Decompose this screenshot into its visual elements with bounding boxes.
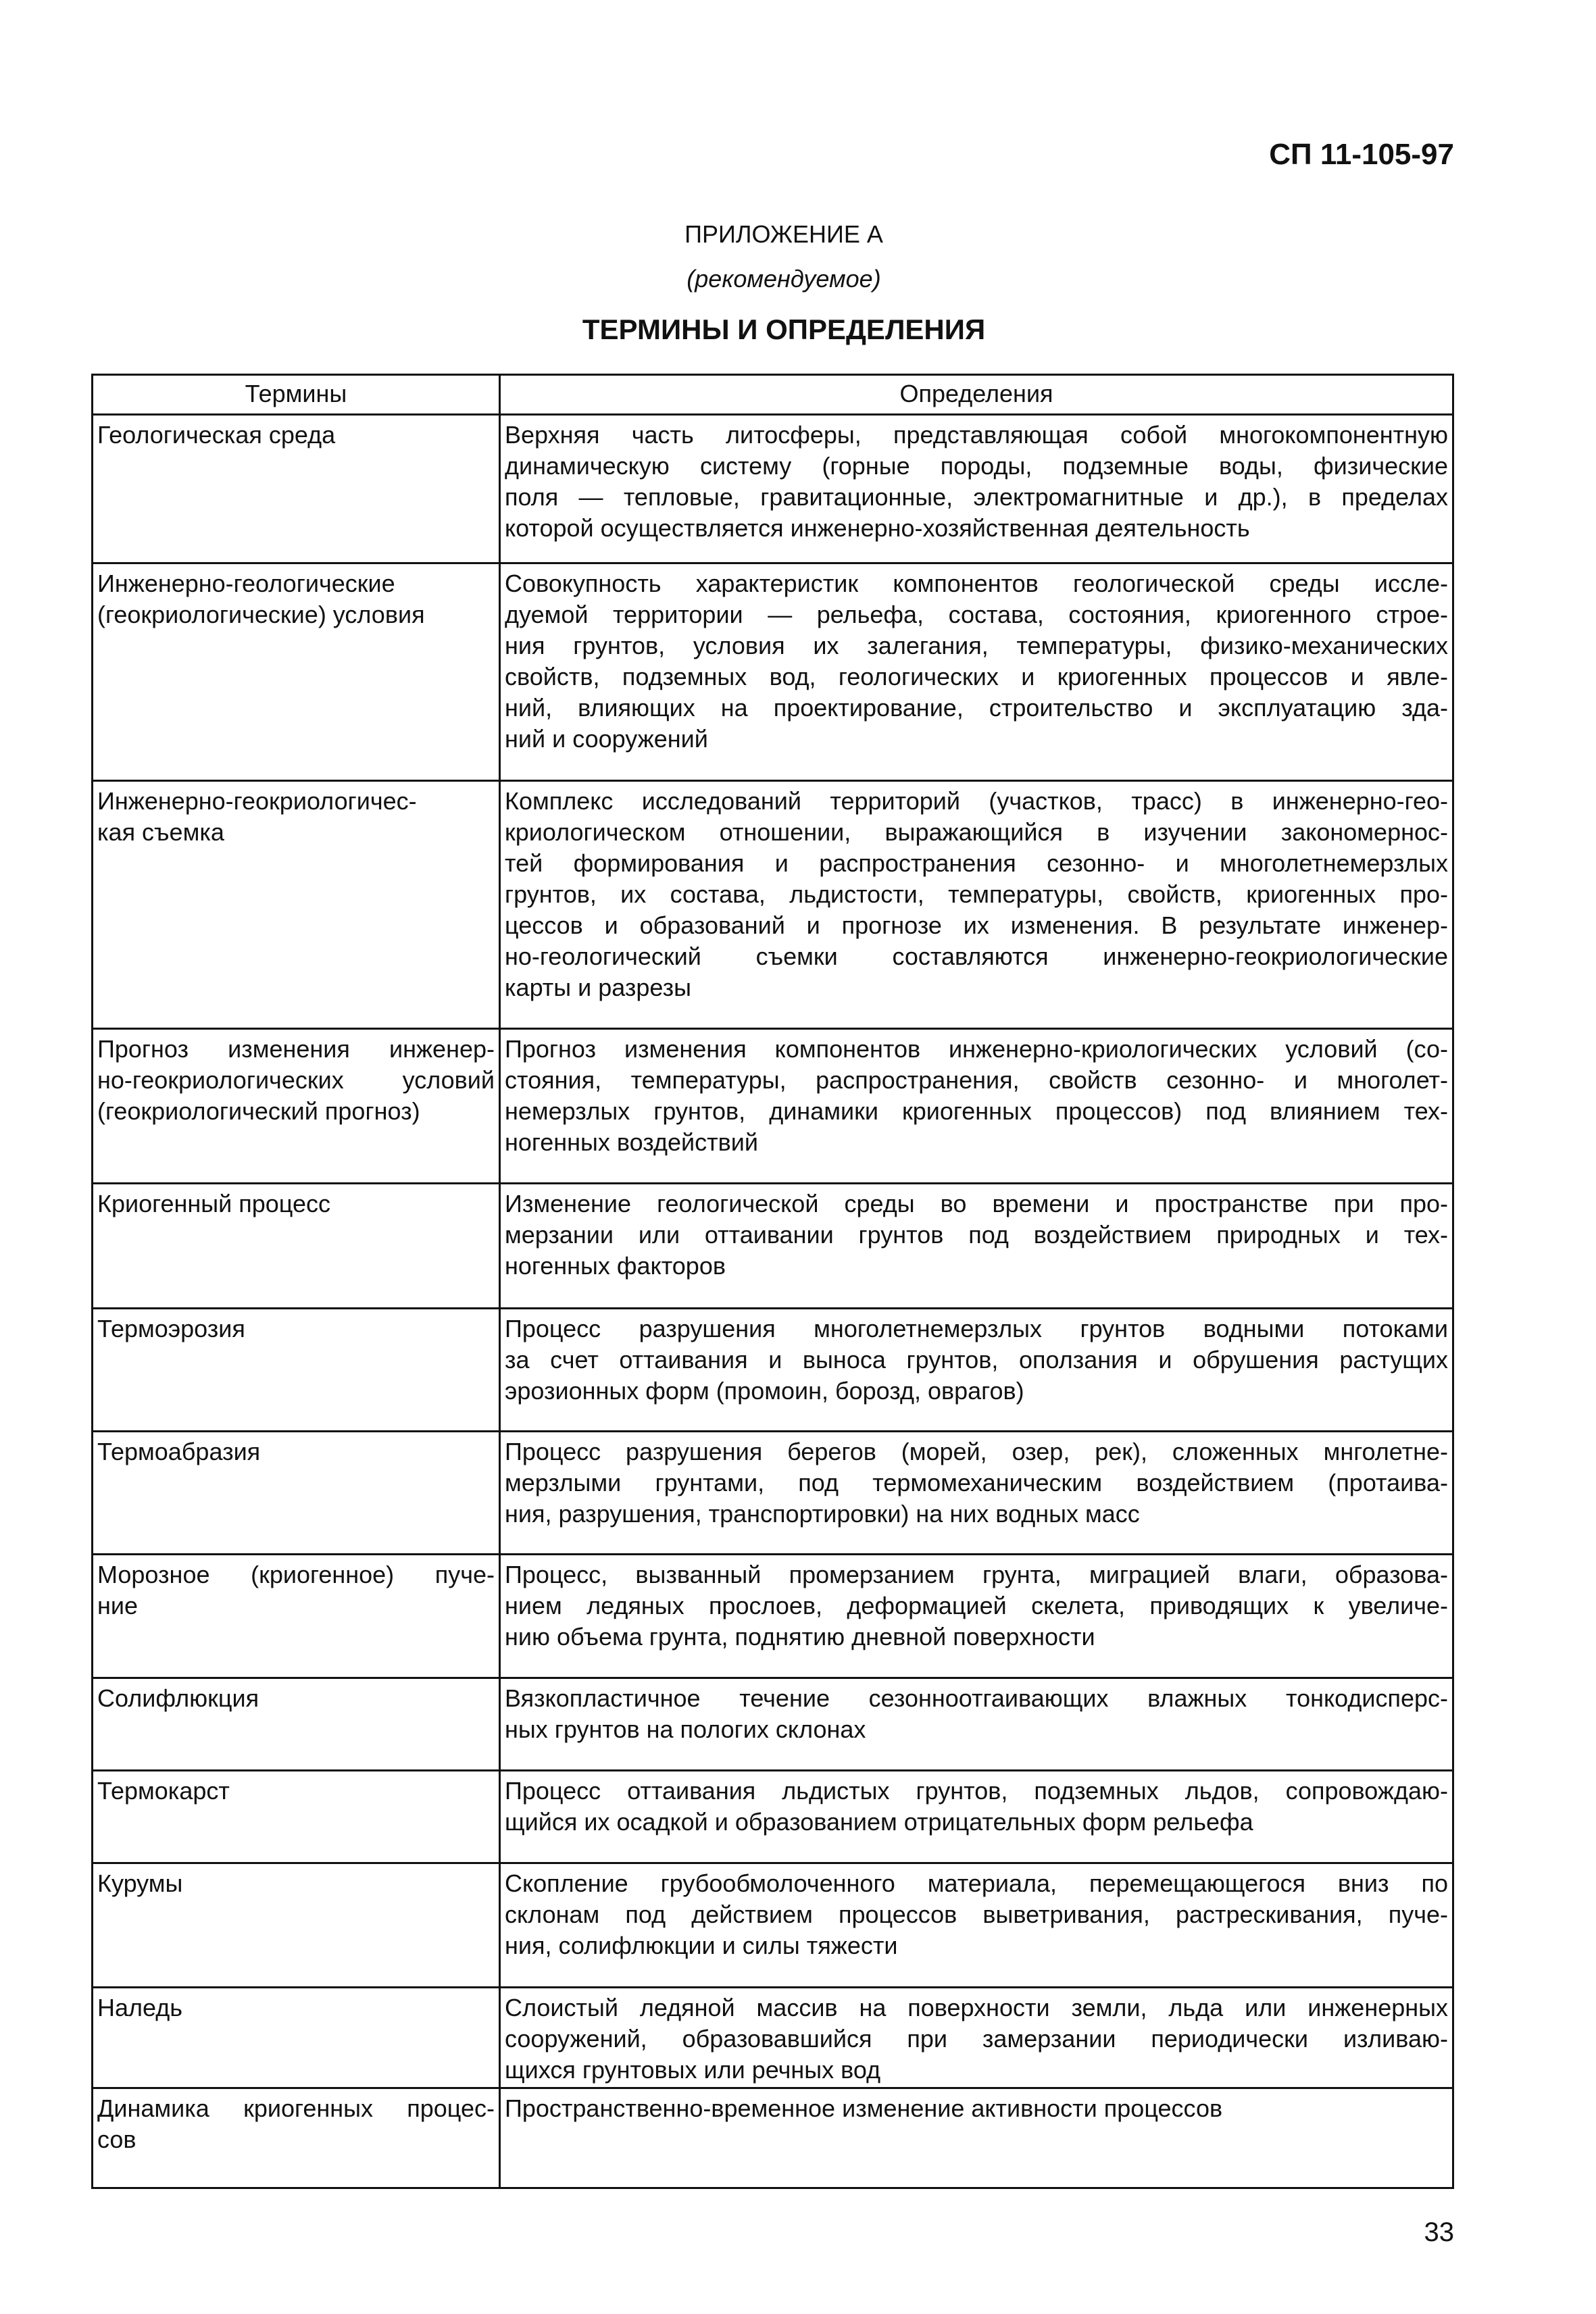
definition-cell (500, 781, 1453, 1029)
definition-line: тей формирования и распространения сезонно- и многолетнемерзлых (505, 849, 1448, 877)
definition-cell (500, 1432, 1453, 1555)
term-line: Термоабразия (97, 1438, 261, 1465)
definition-line: ных грунтов на пологих склонах (505, 1715, 866, 1743)
table-row (93, 1432, 1453, 1555)
definition-line: динамическую систему (горные породы, подземные воды, физические (505, 452, 1448, 480)
table-row (93, 1771, 1453, 1863)
definition-line: Процесс разрушения многолетнемерзлых грунтов водными потоками (505, 1315, 1448, 1342)
definition-line: Комплекс исследований территорий (участков, трасс) в инженерно-гео- (505, 787, 1448, 815)
definition-line: эрозионных форм (промоин, борозд, оврагов) (505, 1377, 1024, 1405)
definition-line: ния, солифлюкции и силы тяжести (505, 1932, 898, 1959)
term-line: Курумы (97, 1869, 183, 1897)
definition-line: цессов и образований и прогнозе их изменения. В результате инженер- (505, 911, 1448, 939)
table-row (93, 2088, 1453, 2188)
term-cell (93, 1309, 500, 1432)
definition-cell (500, 1309, 1453, 1432)
definition-line: Процесс оттаивания льдистых грунтов, подземных льдов, сопровождаю- (505, 1777, 1448, 1805)
term-line: (геокриологический прогноз) (97, 1097, 420, 1125)
definition-line: Слоистый ледяной массив на поверхности земли, льда или инженерных (505, 1994, 1448, 2021)
term-line: (геокриологические) условия (97, 601, 425, 628)
definition-line: ний и сооружений (505, 725, 708, 753)
definition-line: нием ледяных прослоев, деформацией скелета, приводящих к увеличе- (505, 1592, 1448, 1619)
term-cell (93, 1678, 500, 1771)
definition-line: Скопление грубообмолоченного материала, перемещающегося вниз по (505, 1869, 1448, 1897)
term-cell (93, 1184, 500, 1309)
definition-line: ногенных факторов (505, 1252, 726, 1280)
term-line: сов (97, 2126, 136, 2153)
appendix-label: ПРИЛОЖЕНИЕ А (684, 220, 883, 248)
definition-line: за счет оттаивания и выноса грунтов, оползания и обрушения растущих (505, 1346, 1448, 1374)
term-line: Инженерно-геологические (97, 570, 395, 597)
table-row (93, 781, 1453, 1029)
definition-cell (500, 415, 1453, 563)
term-line: Солифлюкция (97, 1684, 259, 1712)
term-cell (93, 563, 500, 781)
definition-line: грунтов, их состава, льдистости, температуры, свойств, криогенных про- (505, 880, 1448, 908)
term-cell (93, 1432, 500, 1555)
definition-line: склонам под действием процессов выветривания, растрескивания, пуче- (505, 1901, 1448, 1928)
definition-line: ния, разрушения, транспортировки) на них водных масс (505, 1500, 1140, 1528)
definition-line: дуемой территории — рельефа, состава, состояния, криогенного строе- (505, 601, 1448, 628)
definition-line: Прогноз изменения компонентов инженерно-криологических условий (со- (505, 1035, 1448, 1063)
definition-line: криологическом отношении, выражающийся в изучении закономернос- (505, 818, 1448, 846)
definition-line: но-геологический съемки составляются инженерно-геокриологические (505, 942, 1448, 970)
definition-cell (500, 1988, 1453, 2088)
page-number: 33 (1424, 2217, 1454, 2247)
definition-cell (500, 563, 1453, 781)
column-header-definitions: Определения (500, 375, 1453, 415)
term-cell (93, 2088, 500, 2188)
section-title: ТЕРМИНЫ И ОПРЕДЕЛЕНИЯ (582, 313, 986, 345)
table-header-row (93, 375, 1453, 415)
definition-line: ния грунтов, условия их залегания, температуры, физико-механических (505, 632, 1448, 659)
term-line: Геологическая среда (97, 421, 336, 449)
term-line: Криогенный процесс (97, 1190, 331, 1217)
definition-cell (500, 1678, 1453, 1771)
definition-line: Совокупность характеристик компонентов геологической среды иссле- (505, 570, 1448, 597)
term-line: Морозное (криогенное) пуче- (97, 1561, 495, 1588)
definition-line: стояния, температуры, распространения, свойств сезонно- и многолет- (505, 1066, 1448, 1094)
term-line: ние (97, 1592, 139, 1619)
table-row (93, 1184, 1453, 1309)
term-cell (93, 415, 500, 563)
definition-line: свойств, подземных вод, геологических и криогенных процессов и явле- (505, 663, 1448, 690)
definition-line: нию объема грунта, поднятию дневной поверхности (505, 1623, 1095, 1651)
term-cell (93, 1555, 500, 1678)
column-header-terms: Термины (93, 375, 500, 415)
definition-cell (500, 1555, 1453, 1678)
table-row (93, 1029, 1453, 1184)
definition-line: мерзлыми грунтами, под термомеханическим воздействием (протаива- (505, 1469, 1448, 1496)
definition-line: поля — тепловые, гравитационные, электромагнитные и др.), в пределах (505, 483, 1448, 511)
term-cell (93, 1029, 500, 1184)
definition-line: Изменение геологической среды во времени и пространстве при про- (505, 1190, 1448, 1217)
definition-line: карты и разрезы (505, 974, 692, 1001)
definition-line: ний, влияющих на проектирование, строительство и эксплуатацию зда- (505, 694, 1448, 722)
definition-line: сооружений, образовавшийся при замерзании периодически изливаю- (505, 2025, 1448, 2053)
definition-cell (500, 2088, 1453, 2188)
term-line: но-геокриологических условий (97, 1066, 495, 1094)
document-code: СП 11-105-97 (1269, 138, 1454, 171)
definition-line: щихся грунтовых или речных вод (505, 2056, 881, 2084)
definition-cell (500, 1029, 1453, 1184)
term-cell (93, 1863, 500, 1988)
table-row (93, 1678, 1453, 1771)
term-cell (93, 1771, 500, 1863)
definition-line: которой осуществляется инженерно-хозяйственная деятельность (505, 514, 1250, 542)
term-cell (93, 781, 500, 1029)
term-line: Наледь (97, 1994, 183, 2021)
definition-cell (500, 1184, 1453, 1309)
term-line: Термокарст (97, 1777, 230, 1805)
appendix-status: (рекомендуемое) (687, 265, 881, 293)
definition-line: Вязкопластичное течение сезонноотгаивающих влажных тонкодисперс- (505, 1684, 1448, 1712)
definition-cell (500, 1863, 1453, 1988)
definition-cell (500, 1771, 1453, 1863)
definition-line: Процесс, вызванный промерзанием грунта, миграцией влаги, образова- (505, 1561, 1448, 1588)
term-line: Прогноз изменения инженер- (97, 1035, 495, 1063)
term-line: Термоэрозия (97, 1315, 245, 1342)
definition-line: Процесс разрушения берегов (морей, озер, рек), сложенных мнголетне- (505, 1438, 1448, 1465)
term-line: Динамика криогенных процес- (97, 2094, 495, 2122)
table-row (93, 563, 1453, 781)
definition-line: щийся их осадкой и образованием отрицательных форм рельефа (505, 1808, 1253, 1836)
term-line: Инженерно-геокриологичес- (97, 787, 417, 815)
definition-line: немерзлых грунтов, динамики криогенных процессов) под влиянием тех- (505, 1097, 1448, 1125)
terms-table (91, 374, 1454, 2189)
table-row (93, 1555, 1453, 1678)
definition-line: ногенных воздействий (505, 1128, 758, 1156)
term-cell (93, 1988, 500, 2088)
table-row (93, 1863, 1453, 1988)
definition-line: мерзании или оттаивании грунтов под воздействием природных и тех- (505, 1221, 1448, 1249)
definition-line: Пространственно-временное изменение активности процессов (505, 2094, 1223, 2122)
term-line: кая съемка (97, 818, 224, 846)
table-row (93, 415, 1453, 563)
table-row (93, 1988, 1453, 2088)
table-row (93, 1309, 1453, 1432)
definition-line: Верхняя часть литосферы, представляющая собой многокомпонентную (505, 421, 1448, 449)
